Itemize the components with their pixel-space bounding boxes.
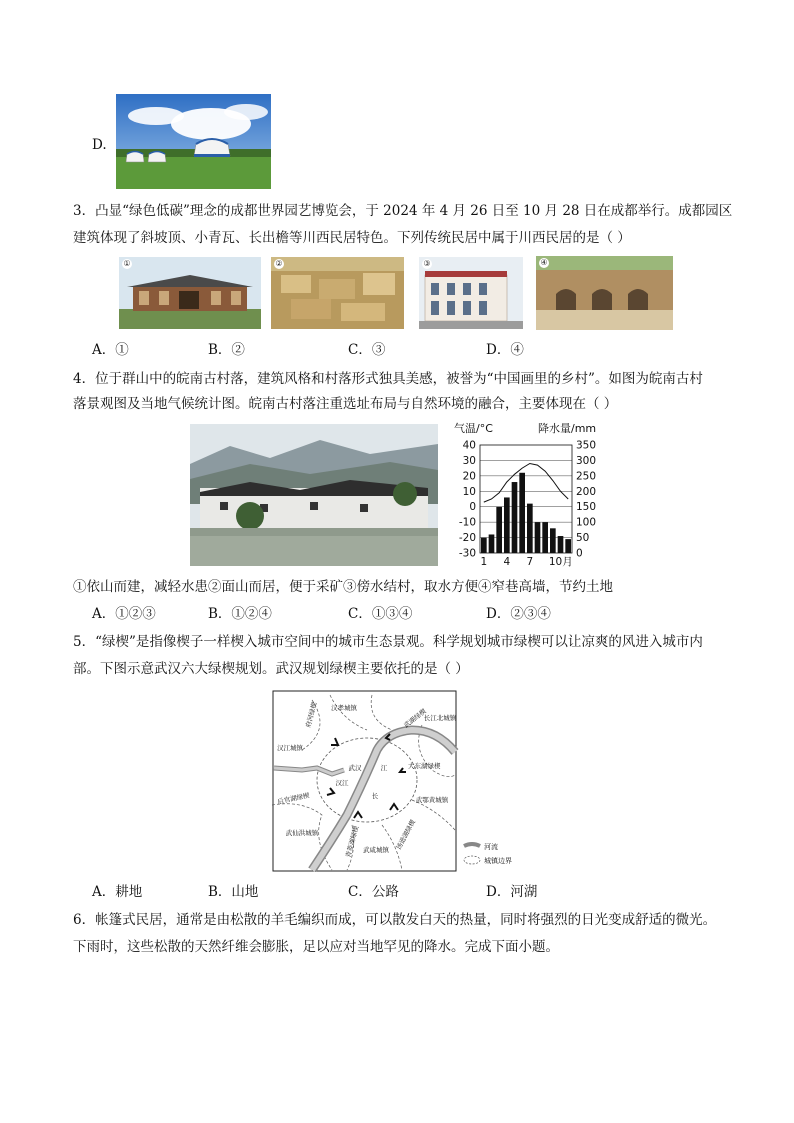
precip-tick-label: 200 <box>576 485 597 498</box>
q3-photo-1-number: ① <box>123 259 131 268</box>
label-wuhu-wedge: 武湖绿楔 <box>402 707 428 730</box>
yurt-photo <box>116 94 271 189</box>
precip-bar-month-6 <box>519 473 525 553</box>
temp-tick-label: 20 <box>462 470 476 483</box>
precip-bar-month-10 <box>550 528 556 553</box>
q5-option-b[interactable]: B．山地 <box>208 884 259 900</box>
precip-tick-label: 50 <box>576 532 590 545</box>
q4-option-b[interactable]: B．①②④ <box>208 606 272 622</box>
precip-bar-month-11 <box>558 536 564 553</box>
q5-stem-line1: 5．“绿楔”是指像楔子一样楔入城市空间中的城市生态景观。科学规划城市绿楔可以让凉爽的风进入城市内 <box>73 634 703 650</box>
month-tick-label: 1 <box>480 556 488 568</box>
label-hanxiao-town: 汉孝城镇 <box>331 704 357 712</box>
q4-stem-line2: 落景观图及当地气候统计图。皖南古村落注重选址布局与自然环境的融合，主要体现在（ ） <box>73 396 618 412</box>
temp-tick-label: -10 <box>458 516 476 529</box>
precip-bar-month-5 <box>512 482 518 553</box>
label-wuxianhong-town: 武仙洪城镇 <box>285 829 319 837</box>
legend-town-boundary: 城镇边界 <box>484 857 512 865</box>
precip-tick-label: 0 <box>576 547 583 560</box>
temp-axis-label: 气温/°C <box>454 422 493 435</box>
temp-tick-label: 10 <box>462 485 476 498</box>
q4-option-c[interactable]: C．①③④ <box>348 606 413 622</box>
q2-option-d-label: D. <box>92 137 107 153</box>
precip-tick-label: 100 <box>576 516 597 529</box>
label-qinglinghu-wedge: 青菱湖绿楔 <box>344 825 361 859</box>
temp-tick-label: 30 <box>462 454 476 467</box>
q3-option-d[interactable]: D．④ <box>486 342 524 358</box>
precip-tick-label: 150 <box>576 501 597 514</box>
precip-tick-label: 350 <box>576 439 597 452</box>
q3-option-c[interactable]: C．③ <box>348 342 386 358</box>
q3-stem-line1: 3．凸显“绿色低碳”理念的成都世界园艺博览会，于 2024 年 4 月 26 日至 10 月 28 日在成都举行。成都园区 <box>73 203 733 219</box>
temp-tick-label: -30 <box>458 547 476 560</box>
precip-bar-month-2 <box>489 534 495 553</box>
q3-photo-3 <box>419 257 523 329</box>
q3-photo-4 <box>536 256 673 330</box>
month-tick-label: 10月 <box>548 556 573 568</box>
q5-option-c[interactable]: C．公路 <box>348 884 399 900</box>
q3-photo-4-number: ④ <box>540 258 548 267</box>
month-tick-label: 7 <box>526 556 534 568</box>
temp-tick-label: -20 <box>458 532 476 545</box>
precip-bar-month-9 <box>542 522 548 553</box>
month-tick-label: 4 <box>503 556 511 568</box>
label-wuehuang-town: 武鄂黄城镇 <box>415 796 449 804</box>
q3-stem-line2: 建筑体现了斜坡顶、小青瓦、长出檐等川西民居特色。下列传统民居中属于川西民居的是（ ） <box>73 230 631 246</box>
q5-stem-line2: 部。下图示意武汉六大绿楔规划。武汉规划绿楔主要依托的是（ ） <box>73 661 469 677</box>
label-fuhe-wedge: 府河绿楔 <box>304 701 319 729</box>
label-tangxunhu-wedge: 汤逊湖绿楔 <box>394 818 418 851</box>
q3-option-b[interactable]: B．② <box>208 342 245 358</box>
precip-tick-label: 300 <box>576 454 597 467</box>
climate-chart <box>446 418 606 568</box>
legend-river: 河流 <box>484 843 498 851</box>
q6-stem-line2: 下雨时，这些松散的天然纤维会膨胀，足以应对当地罕见的降水。完成下面小题。 <box>73 939 559 955</box>
label-hanjiang-town: 汉江城镇 <box>277 744 303 752</box>
label-hanjiang-river: 汉江 <box>335 779 349 787</box>
q6-stem-line1: 6．帐篷式民居，通常是由松散的羊毛编织而成，可以散发白天的热量，同时将强烈的日光变成舒适的微光。 <box>73 912 717 928</box>
q3-photo-1 <box>119 257 261 329</box>
precip-axis-label: 降水量/mm <box>538 422 597 435</box>
label-wuhan: 武汉 <box>348 764 362 772</box>
q3-photo-2 <box>271 257 404 329</box>
label-chang: 长 <box>371 792 379 800</box>
temperature-line <box>484 464 568 503</box>
q3-photo-2-number: ② <box>275 259 283 268</box>
wuhan-green-wedge-map <box>272 690 522 872</box>
label-dadonghu-wedge: 大东湖绿楔 <box>408 762 441 770</box>
precip-bar-month-12 <box>565 539 571 553</box>
label-houguanhu-wedge: 后官湖绿楔 <box>276 791 311 806</box>
temp-tick-label: 0 <box>469 501 476 514</box>
q3-photo-3-number: ③ <box>423 259 431 268</box>
precip-bar-month-3 <box>496 507 502 553</box>
q3-option-a[interactable]: A．① <box>92 342 129 358</box>
precip-bar-month-8 <box>535 522 541 553</box>
label-jiang: 江 <box>380 764 388 772</box>
precip-bar-month-7 <box>527 504 533 553</box>
q4-statements: ①依山而建，减轻水患②面山而居，便于采矿③傍水结村，取水方便④窄巷高墙，节约土地 <box>73 579 613 595</box>
q4-option-a[interactable]: A．①②③ <box>92 606 156 622</box>
q4-option-d[interactable]: D．②③④ <box>486 606 551 622</box>
q5-option-a[interactable]: A．耕地 <box>92 884 143 900</box>
q4-stem-line1: 4．位于群山中的皖南古村落，建筑风格和村落形式独具美感，被誉为“中国画里的乡村”。如图为皖南古村 <box>73 371 703 387</box>
label-changjiangbei-town: 长江北城镇 <box>423 714 457 722</box>
q5-option-d[interactable]: D．河湖 <box>486 884 538 900</box>
label-wucheng-town: 武咸城镇 <box>363 846 389 854</box>
precip-bar-month-1 <box>481 538 487 553</box>
temp-tick-label: 40 <box>462 439 476 452</box>
anhui-village-photo <box>190 424 438 566</box>
precip-bar-month-4 <box>504 497 510 553</box>
precip-tick-label: 250 <box>576 470 597 483</box>
